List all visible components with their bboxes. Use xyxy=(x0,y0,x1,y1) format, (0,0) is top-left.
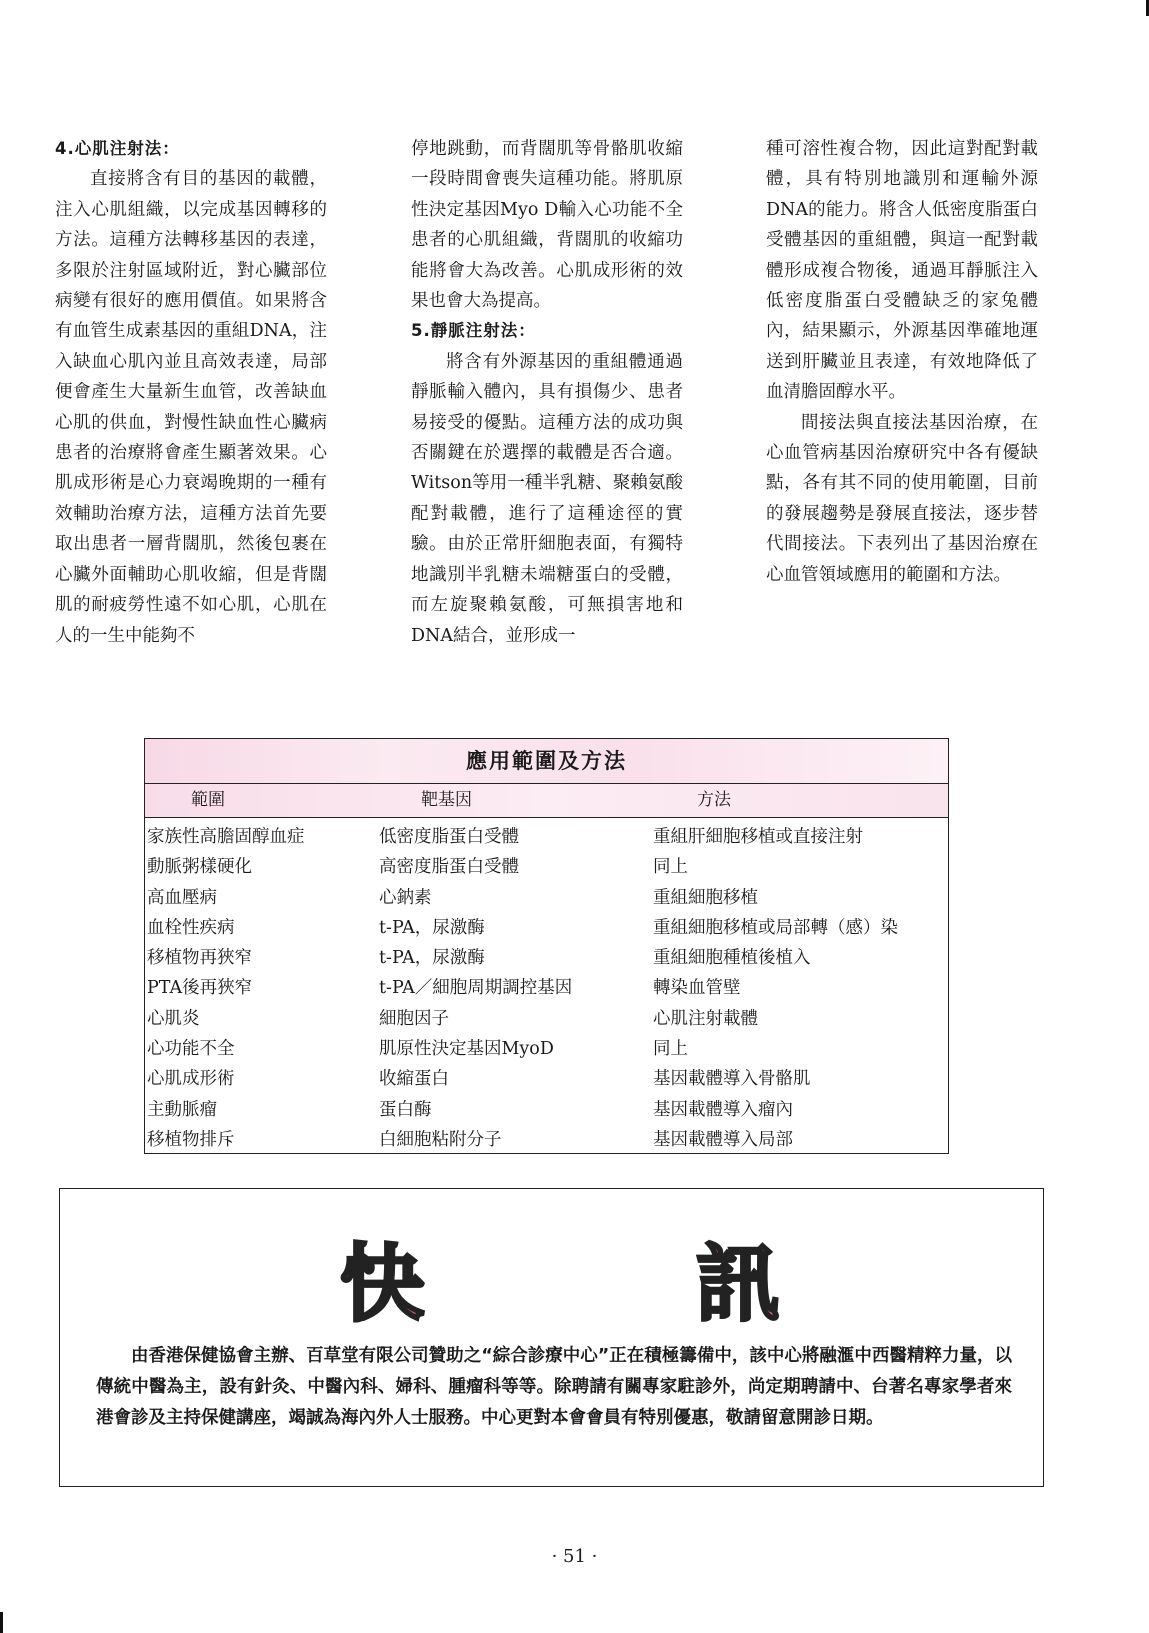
cell-scope: 主動脈瘤 xyxy=(147,1099,217,1120)
paragraph-continuation: 停地跳動，而背闊肌等骨骼肌收縮一段時間會喪失這種功能。將肌原性決定基因Myo D輸入心功能不全患者的心肌組織，背闊肌的收縮功能將會大為改善。心肌成形術的效果也會大為提高。 xyxy=(411,139,683,312)
table-body xyxy=(145,818,948,1155)
cell-target-gene: 低密度脂蛋白受體 xyxy=(379,827,519,847)
table-row xyxy=(145,822,948,852)
cell-scope: 心肌成形術 xyxy=(147,1069,235,1090)
cell-method: 同上 xyxy=(653,857,688,878)
cell-method: 基因載體導入瘤內 xyxy=(653,1099,793,1120)
cell-method: 基因載體導入局部 xyxy=(653,1129,793,1150)
paragraph-summary: 間接法與直接法基因治療，在心血管病基因治療研究中各有優缺點，各有其不同的使用範圍，目前的發展趨勢是發展直接法，逐步替代間接法。下表列出了基因治療在心血管領域應用的範圍和方法。 xyxy=(766,412,1038,585)
cell-scope: 移植物排斥 xyxy=(147,1129,235,1150)
cell-method: 基因載體導入骨骼肌 xyxy=(653,1069,811,1090)
cell-target-gene: 高密度脂蛋白受體 xyxy=(379,857,519,878)
table-row xyxy=(145,852,948,882)
cell-target-gene: 細胞因子 xyxy=(379,1008,449,1029)
text-column-2 xyxy=(411,134,683,651)
table-row xyxy=(145,1034,948,1064)
news-paragraph: 由香港保健協會主辦、百草堂有限公司贊助之“綜合診療中心”正在積極籌備中，該中心將融滙中西醫精粹力量，以傳統中醫為主，設有針灸、中醫內科、婦科、腫瘤科等等。除聘請有關專家駐診外，尚定期聘請中、台著名專家學者來港會診及主持保健講座，竭誠為海內外人士服務。中心更對本會會員有特別優惠，敬請留意開診日期。 xyxy=(96,1346,1012,1428)
cell-scope: 血栓性疾病 xyxy=(147,917,235,938)
scan-edge-mark xyxy=(0,1612,3,1633)
cell-method: 重組細胞種植後植入 xyxy=(653,948,811,969)
cell-target-gene: t-PA，尿激酶 xyxy=(379,917,485,938)
cell-scope: 心肌炎 xyxy=(147,1008,200,1029)
cell-target-gene: 肌原性決定基因MyoD xyxy=(379,1039,554,1060)
cell-method: 重組肝細胞移植或直接注射 xyxy=(653,827,863,847)
table-row xyxy=(145,1095,948,1125)
section-heading-intravenous-injection: 5.靜脈注射法： xyxy=(411,321,536,341)
table-row xyxy=(145,943,948,973)
paragraph-continuation: 種可溶性複合物，因此這對配對載體，具有特別地識別和運輸外源DNA的能力。將含人低密度脂蛋白受體基因的重組體，與這一配對載體形成複合物後，通過耳靜脈注入低密度脂蛋白受體缺乏的家兔體內，結果顯示，外源基因準確地運送到肝臟並且表達，有效地降低了血清膽固醇水平。 xyxy=(766,139,1038,403)
cell-scope: 動脈粥樣硬化 xyxy=(147,857,252,878)
news-title-char-1: 快 xyxy=(340,1235,425,1333)
table-title: 應用範圍及方法 xyxy=(145,739,948,784)
cell-method: 重組細胞移植或局部轉（感）染 xyxy=(653,917,898,938)
cell-target-gene: t-PA／細胞周期調控基因 xyxy=(379,978,573,999)
header-target-gene: 靶基因 xyxy=(421,790,472,810)
section-heading-myocardial-injection: 4.心肌注射法： xyxy=(55,139,180,158)
cell-scope: 高血壓病 xyxy=(147,887,217,908)
cell-target-gene: 白細胞粘附分子 xyxy=(379,1129,502,1150)
cell-method: 轉染血管壁 xyxy=(653,978,741,999)
news-box xyxy=(59,1188,1044,1487)
table-row xyxy=(145,1064,948,1094)
table-header-row xyxy=(145,784,948,818)
cell-target-gene: 蛋白酶 xyxy=(379,1099,432,1120)
cell-target-gene: t-PA，尿激酶 xyxy=(379,948,485,969)
cell-target-gene: 收縮蛋白 xyxy=(379,1069,449,1090)
cell-scope: 移植物再狹窄 xyxy=(147,948,252,969)
table-row xyxy=(145,883,948,913)
cell-target-gene: 心鈉素 xyxy=(379,887,432,908)
text-column-3 xyxy=(766,134,1038,590)
cell-scope: 心功能不全 xyxy=(147,1039,235,1060)
news-title-char-2: 訊 xyxy=(696,1235,781,1333)
header-scope: 範圍 xyxy=(191,790,225,810)
cell-method: 同上 xyxy=(653,1039,688,1060)
table-row xyxy=(145,1125,948,1155)
header-method: 方法 xyxy=(697,790,731,810)
paragraph-intravenous-injection: 將含有外源基因的重組體通過靜脈輸入體內，具有損傷少、患者易接受的優點。這種方法的成功與否關鍵在於選擇的載體是否合適。Witson等用一種半乳糖、聚賴氨酸配對載體，進行了這種途徑的實驗。由於正常肝細胞表面，有獨特地識別半乳糖未端糖蛋白的受體，而左旋聚賴氨酸，可無損害地和DNA結合，並形成一 xyxy=(411,351,683,646)
table-row xyxy=(145,913,948,943)
paragraph-myocardial-injection: 直接將含有目的基因的載體，注入心肌組織，以完成基因轉移的方法。這種方法轉移基因的表達，多限於注射區域附近，對心臟部位病變有很好的應用價值。如果將含有血管生成素基因的重組DNA，注入缺血心肌內並且高效表達，局部便會產生大量新生血管，改善缺血心肌的供血，對慢性缺血性心臟病患者的治療將會產生顯著效果。心肌成形術是心力衰竭晚期的一種有效輔助治療方法，這種方法首先要取出患者一層背闊肌，然後包裹在心臟外面輔助心肌收縮，但是背闊肌的耐疲勞性遠不如心肌，心肌在人的一生中能夠不 xyxy=(55,169,327,646)
application-table xyxy=(144,738,949,1154)
table-row xyxy=(145,1004,948,1034)
cell-method: 重組細胞移植 xyxy=(653,887,758,908)
cell-scope: 家族性高膽固醇血症 xyxy=(147,827,305,847)
cell-scope: PTA後再狹窄 xyxy=(147,978,253,999)
table-row xyxy=(145,973,948,1003)
cell-method: 心肌注射載體 xyxy=(653,1008,758,1029)
page-number: · 51 · xyxy=(551,1546,598,1567)
text-column-1 xyxy=(55,134,327,651)
news-text xyxy=(96,1341,1012,1434)
